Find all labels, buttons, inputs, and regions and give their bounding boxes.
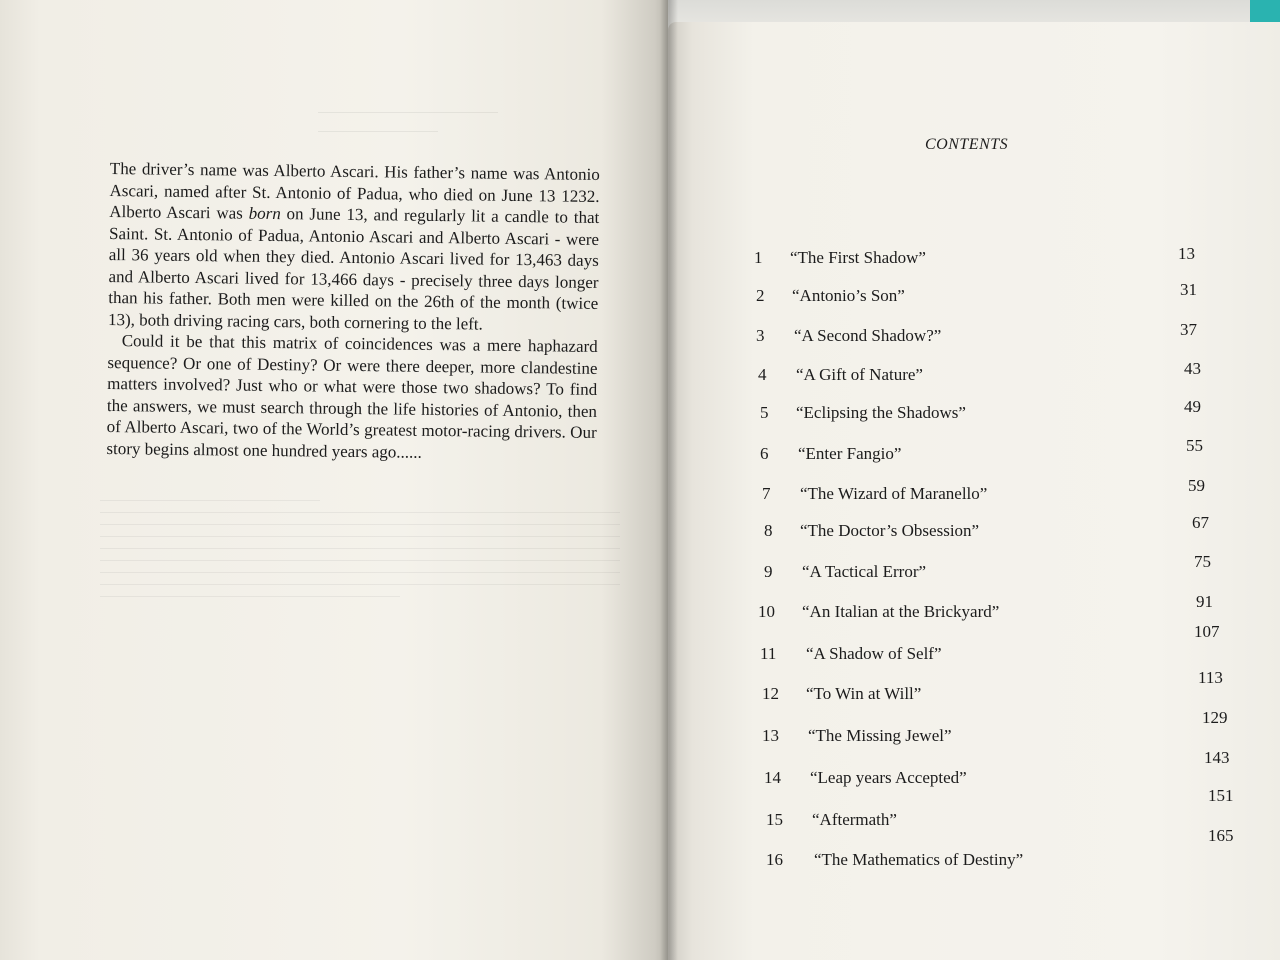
toc-entry-number: 7 xyxy=(762,484,771,503)
toc-entry-title: “To Win at Will” xyxy=(806,684,922,703)
toc-entry-page: 67 xyxy=(1192,513,1209,532)
toc-entry-page: 91 xyxy=(1196,592,1213,611)
toc-entry-number: 14 xyxy=(764,768,781,787)
toc-entry xyxy=(752,622,1222,672)
toc-entry-title: “A Gift of Nature” xyxy=(796,365,923,384)
toc-entry-title: “A Second Shadow?” xyxy=(794,326,942,345)
paragraph-1-part-a: The driver’s name was Alberto Ascari. His father’s name was Antonio Ascari, named after St. Antonio of Padua, who died on June 13 1232. Alberto Ascari was xyxy=(109,158,600,223)
toc-entry xyxy=(752,280,1222,314)
toc-entry-page: 49 xyxy=(1184,397,1201,416)
toc-entry-page: 55 xyxy=(1186,436,1203,455)
body-text xyxy=(106,158,600,465)
toc-entry-title: “Eclipsing the Shadows” xyxy=(796,403,966,422)
toc-entry-page: 129 xyxy=(1202,708,1228,727)
toc-entry xyxy=(752,397,1222,431)
toc-entry xyxy=(752,668,1223,712)
toc-entry-title: “A Tactical Error” xyxy=(802,562,927,581)
toc-entry-page: 37 xyxy=(1180,320,1197,339)
toc-entry xyxy=(752,359,1222,393)
emphasis-born: born xyxy=(248,203,281,224)
toc-entry xyxy=(752,513,1222,549)
toc-entry-title: “Antonio’s Son” xyxy=(792,286,905,305)
toc-entry-title: “A Shadow of Self” xyxy=(806,644,942,663)
toc-entry-number: 16 xyxy=(766,850,783,869)
contents-heading: CONTENTS xyxy=(925,136,1009,153)
toc-entry-number: 2 xyxy=(756,286,765,305)
paragraph-1-part-b: on June 13, and regularly lit a candle to that Saint. St. Antonio of Padua, Antonio Ascari and Alberto Ascari - were all 36 years old when they died. Antonio Ascari lived for 13,463 days and Alberto Ascari lived for 13,466 days - precisely three days longer than his father. Both men were killed on the 26th of the month (twice 13), both driving racing cars, both cornering to the left. xyxy=(107,204,600,334)
toc-entry-page: 13 xyxy=(1178,244,1195,263)
toc-entry-title: “Aftermath” xyxy=(812,810,897,829)
toc-entry xyxy=(752,244,1222,276)
toc-entry-page: 43 xyxy=(1184,359,1201,378)
toc-entry-number: 11 xyxy=(760,644,777,663)
toc-entry-page: 75 xyxy=(1194,552,1211,571)
toc-entry-page: 107 xyxy=(1194,622,1220,641)
toc-entry-page: 165 xyxy=(1208,826,1234,845)
toc-entry-number: 4 xyxy=(758,365,767,384)
bleed-through-text xyxy=(318,112,498,142)
toc-entry-number: 12 xyxy=(762,684,779,703)
toc-entry-number: 5 xyxy=(760,403,769,422)
book-gutter xyxy=(660,0,678,960)
toc-entry-page: 59 xyxy=(1188,476,1205,495)
toc-entry-number: 15 xyxy=(766,810,783,829)
toc-entry-number: 3 xyxy=(756,326,765,345)
paragraph-2: Could it be that this matrix of coincidences was a mere haphazard sequence? Or one of Destiny? Or were there deeper, more clandestine matters involved? Just who or what were those two shadows? To find the answers, we must search through the life histories of Antonio, then of Alberto Ascari, two of the World’s greatest motor-racing drivers. Our story begins almost one hundred years ago...... xyxy=(106,331,598,462)
paragraph-1 xyxy=(108,158,600,336)
toc-entry-number: 9 xyxy=(764,562,773,581)
toc-entry-title: “Enter Fangio” xyxy=(798,444,902,463)
toc-entry xyxy=(752,592,1222,630)
toc-entry xyxy=(752,436,1222,472)
toc-entry xyxy=(752,320,1222,354)
toc-entry-title: “The Doctor’s Obsession” xyxy=(800,521,980,540)
toc-entry-number: 1 xyxy=(754,248,763,267)
toc-entry xyxy=(752,552,1222,590)
toc-entry-title: “The Wizard of Maranello” xyxy=(800,484,988,503)
toc-entry xyxy=(752,708,1228,754)
toc-entry xyxy=(752,748,1230,796)
toc-entry-page: 143 xyxy=(1204,748,1230,767)
toc-entry xyxy=(752,476,1222,512)
table-of-contents xyxy=(752,240,1234,880)
toc-entry-number: 10 xyxy=(758,602,775,621)
toc-entry-number: 8 xyxy=(764,521,773,540)
toc-entry-title: “An Italian at the Brickyard” xyxy=(802,602,1000,621)
toc-entry-title: “Leap years Accepted” xyxy=(810,768,967,787)
bleed-through-text xyxy=(100,490,620,608)
toc-entry-page: 113 xyxy=(1198,668,1223,687)
toc-entry-title: “The Mathematics of Destiny” xyxy=(814,850,1024,869)
toc-entry-title: “The Missing Jewel” xyxy=(808,726,952,745)
toc-entry-page: 151 xyxy=(1208,786,1234,805)
toc-entry xyxy=(752,826,1234,878)
toc-entry-number: 6 xyxy=(760,444,769,463)
toc-entry-title: “The First Shadow” xyxy=(790,248,926,267)
toc-entry-page: 31 xyxy=(1180,280,1197,299)
toc-entry-number: 13 xyxy=(762,726,779,745)
